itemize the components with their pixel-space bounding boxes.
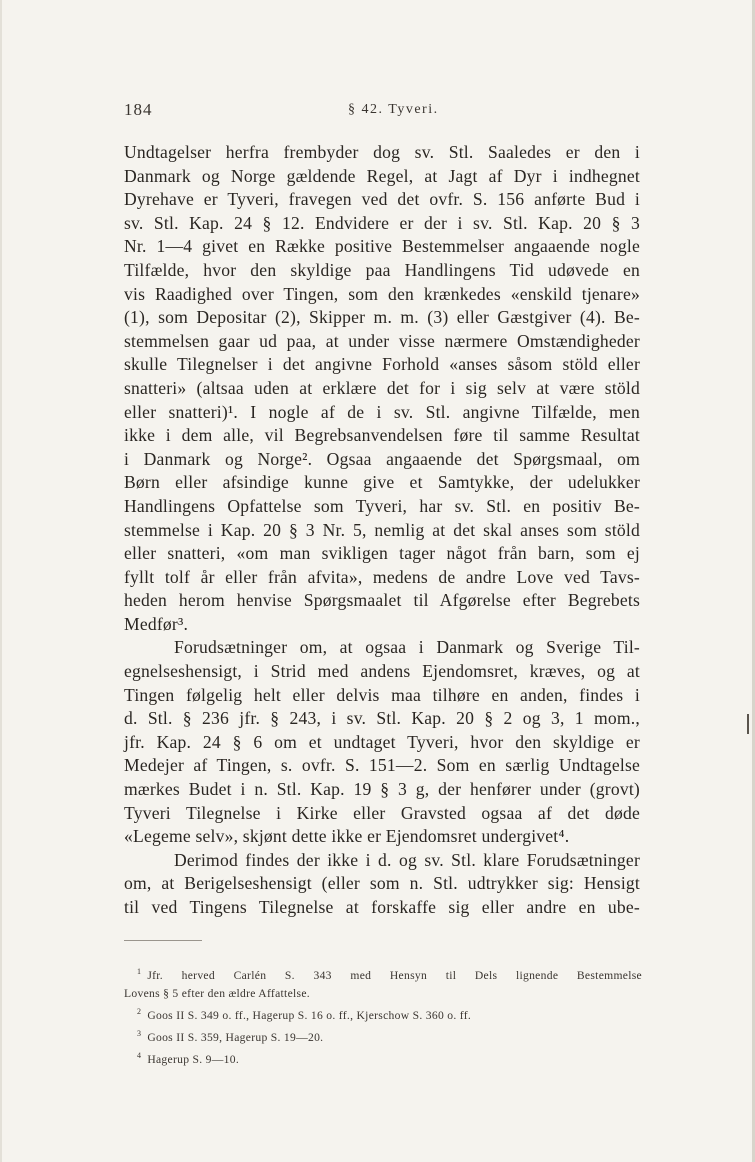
body-line: Nr. 1—4 givet en Række positive Bestemmelser angaaende nogle xyxy=(124,236,640,257)
body-line: Handlingens Opfattelse som Tyveri, har sv. Stl. en positiv Be- xyxy=(124,495,640,516)
margin-mark xyxy=(747,714,749,734)
body-line: Tilfælde, hvor den skyldige paa Handlingens Tid udøvede en xyxy=(124,259,640,280)
body-line: Tyveri Tilegnelse i Kirke eller Gravsted ogsaa af det døde xyxy=(124,802,640,823)
body-line: snatteri» (altsaa uden at erklære det for i sig selv at være stöld xyxy=(124,377,640,398)
page-number: 184 xyxy=(124,100,153,119)
body-line: sv. Stl. Kap. 24 § 12. Endvidere er der i sv. Stl. Kap. 20 § 3 xyxy=(124,212,640,233)
footnote-continuation xyxy=(124,985,642,1003)
body-line: om, at Berigelseshensigt (eller som n. Stl. udtrykker sig: Hensigt xyxy=(124,873,640,894)
body-line-paragraph-start: Derimod findes der ikke i d. og sv. Stl. klare Forudsætninger xyxy=(174,849,640,870)
body-line: Undtagelser herfra frembyder dog sv. Stl. Saaledes er den i xyxy=(124,142,640,162)
body-line: Dyrehave er Tyveri, fravegen ved det ovfr. S. 156 anførte Bud i xyxy=(124,189,640,210)
body-line: jfr. Kap. 24 § 6 om et undtaget Tyveri, hvor den skyldige er xyxy=(124,731,640,752)
body-line: eller snatteri, «om man svikligen tager något från barn, som ej xyxy=(124,543,640,564)
body-line: d. Stl. § 236 jfr. § 243, i sv. Stl. Kap. 20 § 2 og 3, 1 mom., xyxy=(124,708,640,729)
body-line: vis Raadighed over Tingen, som den krænkedes «enskild tjenare» xyxy=(124,283,640,304)
body-line: fyllt tolf år eller från afvita», medens de andre Love ved Tavs- xyxy=(124,566,640,587)
section-title: § 42. Tyveri. xyxy=(348,102,439,117)
body-line-paragraph-start: Forudsætninger om, at ogsaa i Danmark og Sverige Til- xyxy=(174,637,640,658)
footnote-text: Lovens § 5 efter den ældre Affattelse. xyxy=(124,987,311,1001)
body-line: ikke i dem alle, vil Begrebsanvendelsen føre til samme Resultat xyxy=(124,425,640,446)
body-line: mærkes Budet i n. Stl. Kap. 19 § 3 g, der henfører under (grovt) xyxy=(124,779,640,800)
body-line: Medfør³. xyxy=(124,613,189,634)
footnote-separator xyxy=(124,940,202,941)
footnote-text: Goos II S. 349 o. ff., Hagerup S. 16 o. ff., Kjerschow S. 360 o. ff. xyxy=(147,1009,472,1023)
body-line: (1), som Depositar (2), Skipper m. m. (3) eller Gæstgiver (4). Be- xyxy=(124,307,640,328)
footnote-mark: 4 xyxy=(137,1051,142,1061)
body-line: skulle Tilegnelser i det angivne Forhold «anses såsom stöld eller xyxy=(124,354,640,375)
body-line: Medejer af Tingen, s. ovfr. S. 151—2. Som en særlig Undtagelse xyxy=(124,755,640,776)
body-line: Tingen følgelig helt eller delvis maa tilhøre en anden, findes i xyxy=(124,684,640,705)
footnote-mark: 2 xyxy=(137,1007,142,1017)
body-line: stemmelse i Kap. 20 § 3 Nr. 5, nemlig at det skal anses som stöld xyxy=(124,519,640,540)
footnote xyxy=(124,1003,642,1025)
footnotes xyxy=(124,963,642,1069)
body-line: Børn eller afsindige kunne give et Samtykke, der udelukker xyxy=(124,472,640,493)
footnote xyxy=(124,1025,642,1047)
body-line: til ved Tingens Tilegnelse at forskaffe sig eller andre en ube- xyxy=(124,897,640,917)
footnote-text: Hagerup S. 9—10. xyxy=(147,1053,240,1067)
footnote-text: Goos II S. 359, Hagerup S. 19—20. xyxy=(147,1031,324,1045)
footnote xyxy=(124,1047,642,1069)
page-left-edge xyxy=(0,0,2,1162)
body-text xyxy=(124,141,640,920)
body-line: «Legeme selv», skjønt dette ikke er Ejendomsret undergivet⁴. xyxy=(124,826,570,847)
footnote xyxy=(124,963,642,985)
footnote-text: Jfr. herved Carlén S. 343 med Hensyn til Dels lignende Bestemmelse xyxy=(147,968,642,982)
body-line: heden herom henvise Spørgsmaalet til Afgørelse efter Begrebets xyxy=(124,590,640,611)
body-line: stemmelsen gaar ud paa, at under visse nærmere Omstændigheder xyxy=(124,330,640,351)
footnote-mark: 1 xyxy=(137,967,142,976)
body-line: eller snatteri)¹. I nogle af de i sv. Stl. angivne Tilfælde, men xyxy=(124,401,640,422)
body-line: i Danmark og Norge². Ogsaa angaaende det Spørgsmaal, om xyxy=(124,448,640,469)
body-line: egnelseshensigt, i Strid med andens Ejendomsret, kræves, og at xyxy=(124,661,640,682)
body-line: Danmark og Norge gældende Regel, at Jagt af Dyr i indhegnet xyxy=(124,165,640,186)
footnote-mark: 3 xyxy=(137,1029,142,1039)
